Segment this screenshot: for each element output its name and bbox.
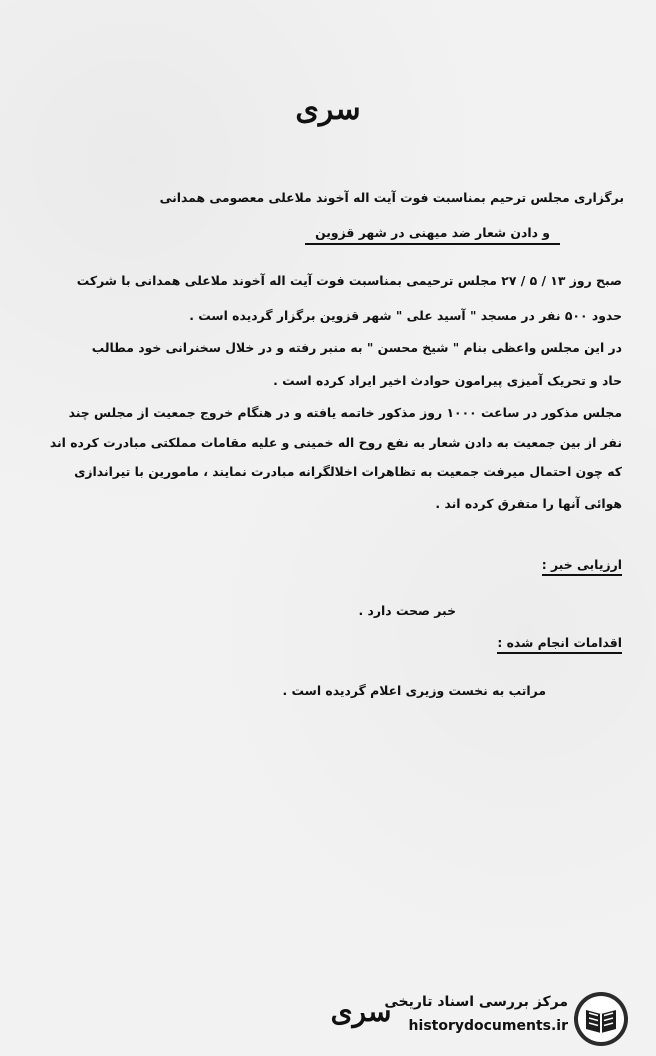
section-heading-actions: اقدامات انجام شده : — [497, 636, 622, 654]
bottom-classification-stamp: سری — [330, 995, 392, 1028]
body-line-4: حاد و تحریک آمیزی پیرامون حوادث اخیر ایراد کرده است . — [273, 373, 622, 388]
body-line-3: در این مجلس واعظی بنام " شیخ محسن " به منبر رفته و در خلال سخنرانی خود مطالب — [91, 340, 622, 355]
watermark-persian-text: مرکز بررسی اسناد تاریخی — [384, 994, 568, 1010]
open-book-logo-icon — [572, 990, 630, 1048]
watermark — [340, 990, 630, 1048]
section-heading-evaluation: ارزیابی خبر : — [542, 558, 622, 576]
top-classification-stamp: سری — [295, 92, 361, 127]
watermark-url-text: historydocuments.ir — [408, 1018, 568, 1034]
body-line-1: صبح روز ۱۳ / ۵ / ۲۷ مجلس ترحیمی بمناسبت فوت آیت اله آخوند ملاعلی همدانی با شرکت — [76, 273, 622, 288]
evaluation-result: خبر صحت دارد . — [358, 603, 456, 618]
body-line-2: حدود ۵۰۰ نفر در مسجد " آسید علی " شهر قزوین برگزار گردیده است . — [189, 308, 622, 323]
body-line-6: نفر از بین جمعیت به دادن شعار به نفع روح اله خمینی و علیه مقامات مملکتی مبادرت کرده اند — [49, 435, 622, 450]
document-title-line-2: و دادن شعار ضد میهنی در شهر قزوین — [305, 226, 560, 245]
body-line-8: هوائی آنها را متفرق کرده اند . — [435, 496, 622, 511]
document-title-line-1: برگزاری مجلس ترحیم بمناسبت فوت آیت اله آخوند ملاعلی معصومی همدانی — [159, 190, 624, 205]
body-line-5: مجلس مذکور در ساعت ۱۰۰۰ روز مذکور خاتمه یافته و در هنگام خروج جمعیت از مجلس چند — [68, 405, 622, 420]
closing-statement: مراتب به نخست وزیری اعلام گردیده است . — [282, 683, 546, 698]
body-line-7: که چون احتمال میرفت جمعیت به تظاهرات اخلالگرانه مبادرت نمایند ، مامورین با تیراندازی — [74, 464, 622, 479]
